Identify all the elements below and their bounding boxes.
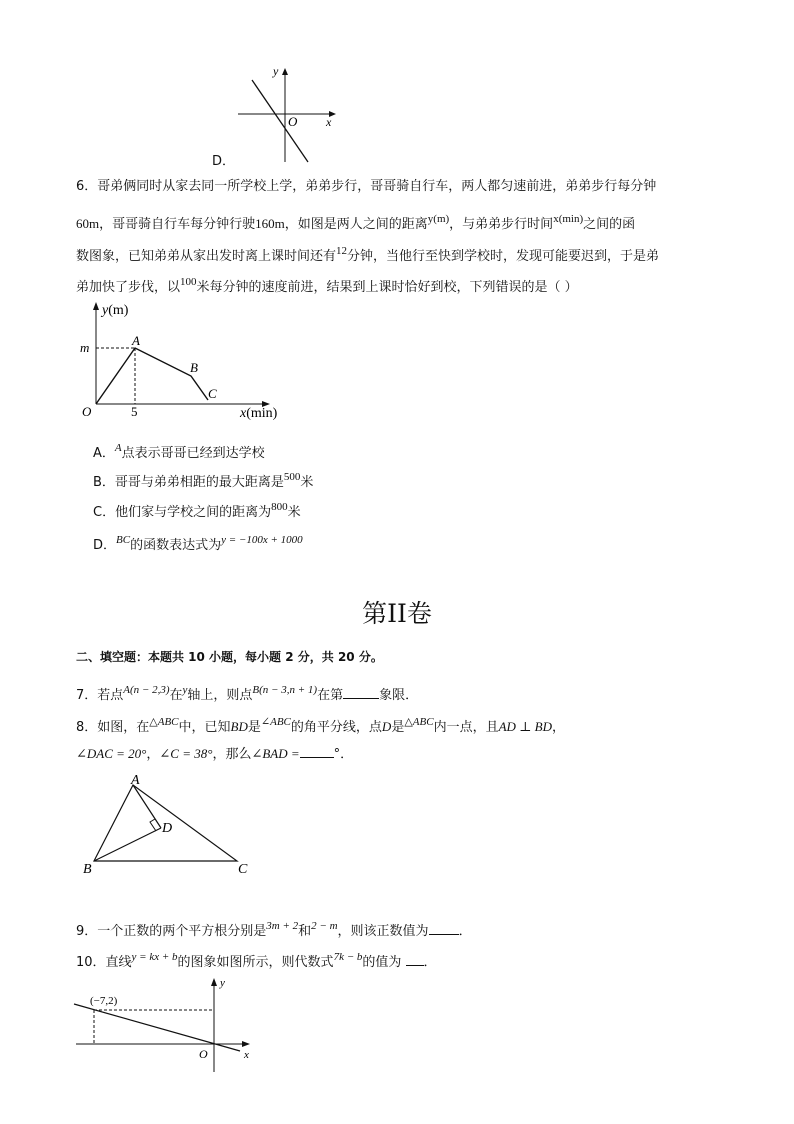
right-angle-mark — [150, 819, 156, 831]
function-line — [252, 80, 308, 162]
vertex-c-label: C — [238, 862, 248, 877]
segment-ad — [133, 785, 161, 828]
graph-polyline — [96, 348, 208, 404]
q10-answer-blank[interactable] — [406, 965, 424, 966]
vertex-a-label: A — [131, 773, 140, 788]
point-c-label: C — [208, 386, 217, 401]
q8-line-2: ∠DAC = 20°，∠C = 38°，那么∠BAD = °． — [76, 746, 354, 762]
origin-label: O — [288, 114, 298, 129]
option-a: A．$^A$点表示哥哥已经到达学校 — [93, 442, 265, 461]
y-axis-arrow — [282, 68, 288, 75]
segment-bd — [94, 828, 161, 861]
point-b-label: B — [190, 360, 198, 375]
q6-line-4: 弟加快了步伐，以$^{100}$米每分钟的速度前进，结果到上课时恰好到校，下列错误的是（ ） — [76, 276, 578, 295]
y-axis-arrow — [211, 978, 217, 986]
option-d-graph — [232, 60, 342, 166]
x-axis-label: x(min) — [240, 406, 278, 421]
origin-label: O — [82, 404, 92, 419]
distance-time-graph — [74, 296, 294, 424]
q8-answer-blank[interactable] — [300, 757, 334, 758]
option-d: D．$^{BC}$的函数表达式为$^{y = -100x + 1000}$ — [93, 534, 303, 553]
q9: 9．一个正数的两个平方根分别是$^{3m + 2}$和$^{2 - m}$，则该正数值为 ． — [76, 920, 472, 939]
point-label: (−7,2) — [90, 995, 118, 1007]
y-axis-arrow — [93, 302, 99, 310]
option-c: C．他们家与学校之间的距离为$^{800}$米 — [93, 501, 301, 520]
x-axis-label: x — [326, 115, 332, 129]
point-a-label: A — [132, 333, 140, 348]
q9-answer-blank[interactable] — [429, 934, 459, 935]
vertex-b-label: B — [83, 862, 92, 877]
y-axis-label: y(m) — [102, 303, 129, 318]
point-d-label: D — [162, 821, 173, 836]
option-b: B．哥哥与弟弟相距的最大距离是$^{500}$米 — [93, 471, 314, 490]
option-d-label: D． — [212, 154, 236, 169]
q6-line-3: 数图象，已知弟弟从家出发时离上课时间还有$^{12}$分钟，当他行至快到学校时，发现可能要迟到，于是弟 — [76, 245, 660, 264]
section-title: 第II卷 — [362, 599, 432, 628]
q7: 7．若点$^{A(n - 2,3)}$在$^y$轴上，则点$^{B(n - 3,n + 1)}$在第 象限． — [76, 684, 419, 703]
fill-in-header: 二、填空题：本题共 10 小题，每小题 2 分，共 20 分。 — [76, 650, 383, 664]
line-graph-figure — [70, 974, 260, 1076]
q6-line-1: 6．哥弟俩同时从家去同一所学校上学，弟弟步行，哥哥骑自行车，两人都匀速前进，弟弟步行每分钟 — [76, 179, 657, 194]
y-axis-label: y — [220, 977, 225, 989]
x-axis-arrow — [242, 1041, 250, 1047]
y-axis-label: y — [273, 64, 279, 78]
q7-answer-blank[interactable] — [343, 698, 379, 699]
x-axis-label: x — [244, 1049, 249, 1061]
m-label: m — [80, 340, 90, 355]
q6-line-2: 60m，哥哥骑自行车每分钟行驶160m，如图是两人之间的距离$^{y(m)}$，与弟弟步行时间$^{x(min)}$之间的函 — [76, 213, 636, 232]
triangle-figure — [78, 772, 268, 882]
origin-label: O — [199, 1047, 208, 1061]
q8-line-1: 8．如图，在$^{\triangle ABC}$中，已知BD是$^{\angle ABC}$的角平分线，点D是$^{\triangle ABC}$内一点，且AD ⊥ BD， — [76, 716, 565, 735]
tick-5-label: 5 — [131, 404, 138, 419]
q10: 10．直线$^{y = kx + b}$的图象如图所示，则代数式$^{7k - b}$的值为 ． — [76, 951, 437, 970]
